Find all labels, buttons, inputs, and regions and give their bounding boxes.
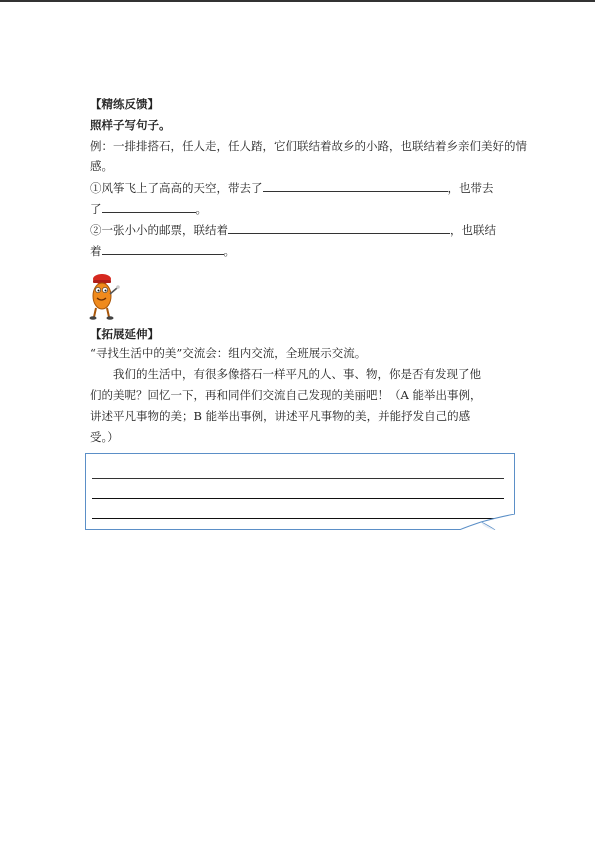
question-2-text-c: 着: [90, 244, 102, 258]
practice-heading: 【精练反馈】: [90, 97, 159, 111]
question-1-text-b: ，也带去: [447, 181, 494, 195]
question-1-text-c: 了: [90, 202, 102, 216]
cartoon-mascot-icon: [88, 272, 122, 322]
writing-line-2: [92, 498, 504, 499]
writing-box[interactable]: [85, 453, 515, 530]
question-1-line-1: [90, 180, 494, 196]
question-2-text-d: 。: [223, 244, 235, 258]
question-2-line-2: [90, 243, 235, 259]
extension-line-4: 讲述平凡事物的美；B 能举出事例，讲述平凡事物的美，并能抒发自己的感: [90, 409, 471, 423]
question-1-text-d: 。: [195, 202, 207, 216]
extension-line-3: 们的美呢？回忆一下，再和同伴们交流自己发现的美丽吧！（A 能举出事例，: [90, 388, 482, 402]
question-1-line-2: [90, 201, 207, 217]
question-2-text-b: ，也联结: [450, 223, 496, 237]
page-curl-icon: [459, 514, 515, 530]
extension-line-1: “寻找生活中的美”交流会：组内交流，全班展示交流。: [90, 346, 367, 360]
extension-line-5: 受。）: [90, 430, 119, 444]
question-2-blank-1[interactable]: [228, 222, 450, 234]
practice-task: 照样子写句子。: [90, 118, 171, 132]
question-1-blank-2[interactable]: [102, 201, 196, 213]
writing-line-1: [92, 478, 504, 479]
writing-line-3: [92, 518, 504, 519]
question-2-line-1: [90, 222, 496, 238]
example-line-1: 例：一排排搭石，任人走，任人踏，它们联结着故乡的小路，也联结着乡亲们美好的情: [90, 139, 527, 153]
extension-line-2: 我们的生活中，有很多像搭石一样平凡的人、事、物，你是否有发现了他: [113, 367, 481, 381]
top-border-rule: [0, 0, 595, 2]
question-1-blank-1[interactable]: [263, 180, 448, 192]
question-2-blank-2[interactable]: [102, 243, 224, 255]
question-2-text-a: ②一张小小的邮票，联结着: [90, 223, 228, 237]
extension-heading: 【拓展延伸】: [90, 327, 159, 341]
question-1-text-a: ①风筝飞上了高高的天空，带去了: [90, 181, 263, 195]
example-line-2: 感。: [90, 159, 113, 173]
